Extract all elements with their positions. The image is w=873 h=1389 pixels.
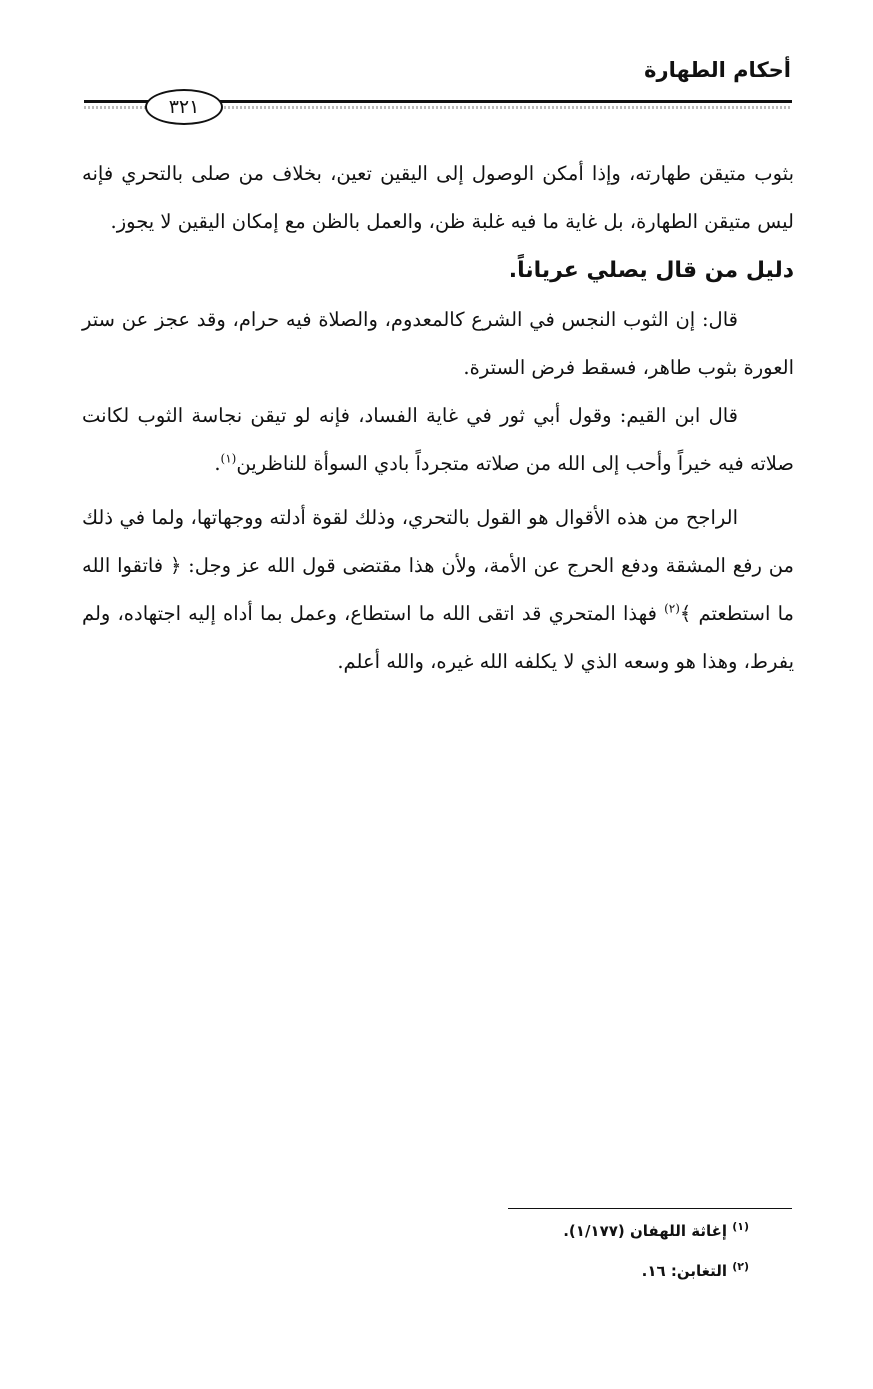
paragraph-ibn-qayyim [82,392,794,488]
footnote-item [563,1222,749,1240]
footnote-ref-2[interactable]: (٢) [664,601,680,616]
footnote-separator [508,1208,792,1209]
paragraph-conclusion [82,494,794,686]
footnote-marker: (٢) [732,1260,749,1273]
section-heading: دليل من قال يصلي عرياناً. [508,258,794,283]
paragraph-continuation: بثوب متيقن طهارته، وإذا أمكن الوصول إلى اليقين تعين، بخلاف من صلى بالتحري فإنه ليس متيقن الطهارة، بل غاية ما فيه غلبة ظن، والعمل بالظن مع إمكان اليقين لا يجوز. [82,162,794,233]
page-number: ٣٢١ [145,89,223,125]
footnote-ref-1[interactable]: (١) [220,451,237,466]
main-text [82,150,794,686]
footnote-text: التغابن: ١٦. [641,1262,733,1280]
paragraph-argument: قال: إن الثوب النجس في الشرع كالمعدوم، والصلاة فيه حرام، وقد عجز عن ستر العورة بثوب طاهر، فسقط فرض السترة. [82,308,794,379]
paragraph-ibn-qayyim-text: قال ابن القيم: وقول أبي ثور في غاية الفساد، فإنه لو تيقن نجاسة الثوب لكانت صلاته فيه خيراً وأحب إلى الله من صلاته متجرداً بادي السوأة للناظرين [82,404,794,475]
footnote-text: إغاثة اللهفان (١/١٧٧). [563,1222,733,1240]
paragraph-ibn-qayyim-end: . [214,452,221,475]
footnote-item [563,1262,749,1280]
paragraph-conclusion-text-a: الراجح من هذه الأقوال هو القول بالتحري، وذلك لقوة أدلته ووجهاتها، ولما في ذلك من رفع المشقة ودفع الحرج عن الأمة، ولأن هذا مقتضى قول الله عز وجل: ﴿ فاتقوا الله ما استطعتم ﴾ [82,506,794,625]
running-title: أحكام الطهارة [644,58,791,82]
footnotes [563,1222,749,1302]
footnote-marker: (١) [732,1220,749,1233]
paragraph-conclusion-text-b: فهذا المتحري قد اتقى الله ما استطاع، وعمل بما أداه إليه اجتهاده، ولم يفرط، وهذا هو وسعه الذي لا يكلفه الله غيره، والله أعلم. [82,602,794,673]
